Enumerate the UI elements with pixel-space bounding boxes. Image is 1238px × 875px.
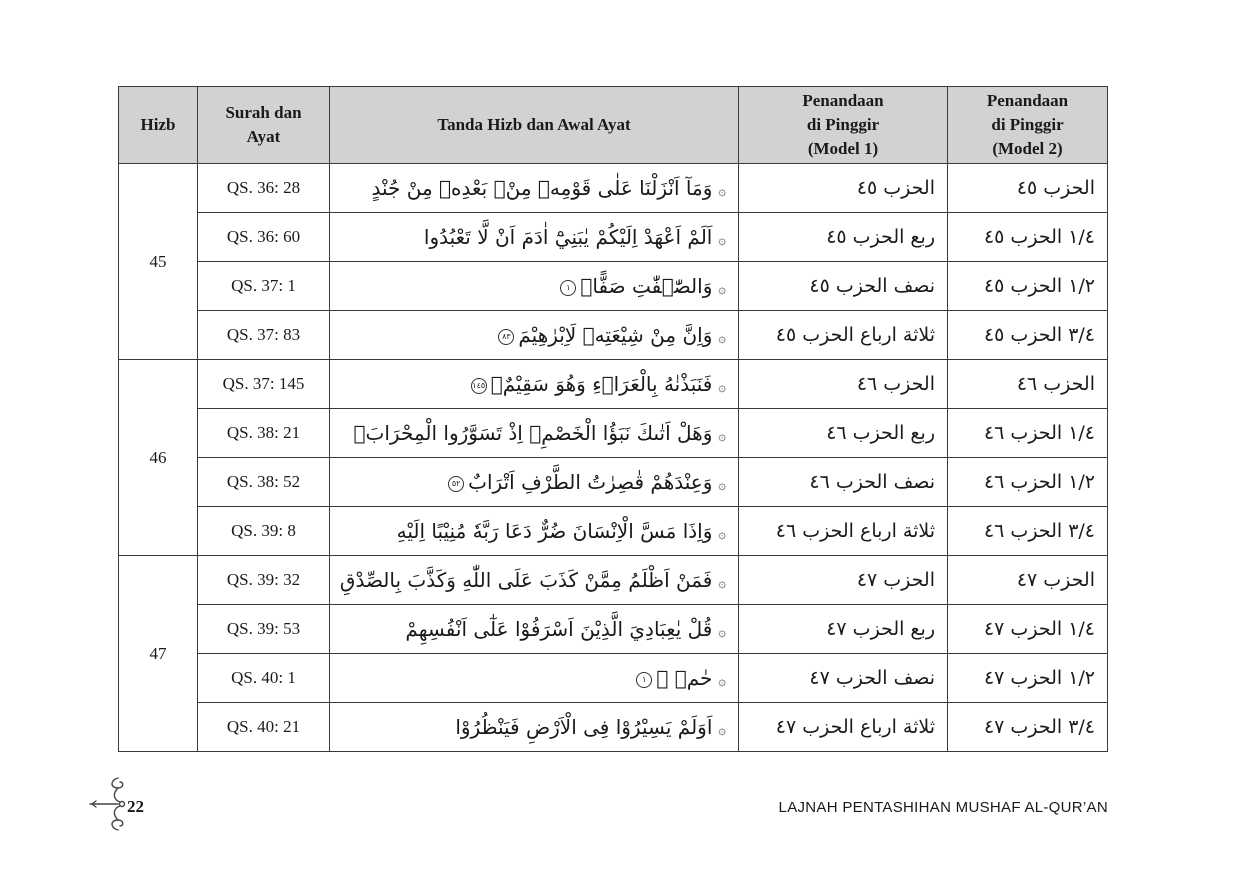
ayat-cell <box>330 409 739 458</box>
model2-marker-cell: ١/٤ الحزب ٤٧ <box>948 605 1108 654</box>
ayat-text: حٰمۤ ۚ <box>656 666 713 690</box>
header-surah-line1: Surah dan <box>225 103 302 122</box>
header-model1 <box>739 87 948 164</box>
rub-el-hizb-icon: ۞ <box>718 527 726 542</box>
header-model2 <box>948 87 1108 164</box>
surah-ayat-cell: QS. 37: 1 <box>198 262 330 311</box>
surah-ayat-cell: QS. 40: 1 <box>198 654 330 703</box>
ayat-text: فَنَبَذْنٰهُ بِالْعَرَاۤءِ وَهُوَ سَقِيْمٌۚ <box>490 372 713 396</box>
ornament-icon <box>88 774 130 834</box>
footer-title: LAJNAH PENTASHIHAN MUSHAF AL-QUR’AN <box>778 799 1108 816</box>
ayat-text: اَلَمْ اَعْهَدْ اِلَيْكُمْ يٰبَنِيْٓ اٰدَمَ اَنْ لَّا تَعْبُدُوا <box>423 225 713 249</box>
ayat-cell <box>330 360 739 409</box>
ayat-cell <box>330 458 739 507</box>
table-body <box>119 164 1108 752</box>
model1-marker-cell: ثلاثة ارباع الحزب ٤٥ <box>739 311 948 360</box>
ayat-text: قُلْ يٰعِبَادِيَ الَّذِيْنَ اَسْرَفُوْا عَلٰٓى اَنْفُسِهِمْ <box>405 617 713 641</box>
surah-ayat-cell: QS. 39: 32 <box>198 556 330 605</box>
surah-ayat-cell: QS. 36: 28 <box>198 164 330 213</box>
header-m2-line1: Penandaan <box>986 91 1069 110</box>
model1-marker-cell: ربع الحزب ٤٧ <box>739 605 948 654</box>
ayah-end-marker: ١٤٥ <box>471 378 487 394</box>
table-row <box>119 703 1108 752</box>
rub-el-hizb-icon: ۞ <box>718 625 726 640</box>
ayat-text: فَمَنْ اَظْلَمُ مِمَّنْ كَذَبَ عَلَى اللّٰهِ وَكَذَّبَ بِالصِّدْقِ <box>339 568 713 592</box>
rub-el-hizb-icon: ۞ <box>718 184 726 199</box>
ayat-cell <box>330 262 739 311</box>
header-m2-line3: (Model 2) <box>992 139 1063 158</box>
ayat-text: وَاِذَا مَسَّ الْاِنْسَانَ ضُرٌّ دَعَا رَبَّهٗ مُنِيْبًا اِلَيْهِ <box>396 519 713 543</box>
surah-ayat-cell: QS. 37: 83 <box>198 311 330 360</box>
model1-marker-cell: ثلاثة ارباع الحزب ٤٧ <box>739 703 948 752</box>
hizb-table <box>118 86 1108 752</box>
model1-marker-cell: نصف الحزب ٤٦ <box>739 458 948 507</box>
model1-marker-cell: الحزب ٤٦ <box>739 360 948 409</box>
table-row <box>119 164 1108 213</box>
table-row <box>119 311 1108 360</box>
hizb-number: 45 <box>119 164 198 360</box>
ayat-text: وَاِنَّ مِنْ شِيْعَتِهٖ لَاِبْرٰهِيْمَ <box>518 323 713 347</box>
rub-el-hizb-icon: ۞ <box>718 380 726 395</box>
ayat-text: اَوَلَمْ يَسِيْرُوْا فِى الْاَرْضِ فَيَنْظُرُوْا <box>455 715 713 739</box>
model1-marker-cell: ثلاثة ارباع الحزب ٤٦ <box>739 507 948 556</box>
table-row <box>119 556 1108 605</box>
surah-ayat-cell: QS. 39: 53 <box>198 605 330 654</box>
rub-el-hizb-icon: ۞ <box>718 429 726 444</box>
model2-marker-cell: ٣/٤ الحزب ٤٦ <box>948 507 1108 556</box>
table-row <box>119 213 1108 262</box>
table-row <box>119 458 1108 507</box>
model2-marker-cell: ١/٢ الحزب ٤٦ <box>948 458 1108 507</box>
model2-marker-cell: الحزب ٤٧ <box>948 556 1108 605</box>
rub-el-hizb-icon: ۞ <box>718 723 726 738</box>
header-m1-line3: (Model 1) <box>807 139 879 158</box>
model1-marker-cell: ربع الحزب ٤٦ <box>739 409 948 458</box>
table-row <box>119 409 1108 458</box>
surah-ayat-cell: QS. 36: 60 <box>198 213 330 262</box>
model2-marker-cell: ١/٢ الحزب ٤٥ <box>948 262 1108 311</box>
model1-marker-cell: نصف الحزب ٤٥ <box>739 262 948 311</box>
model2-marker-cell: الحزب ٤٥ <box>948 164 1108 213</box>
header-hizb: Hizb <box>119 87 198 164</box>
model1-marker-cell: ربع الحزب ٤٥ <box>739 213 948 262</box>
header-m2-line2: di Pinggir <box>991 115 1064 134</box>
surah-ayat-cell: QS. 37: 145 <box>198 360 330 409</box>
header-surah-line2: Ayat <box>246 127 281 146</box>
page-number: 22 <box>127 797 144 816</box>
ayah-end-marker: ١ <box>636 672 652 688</box>
table-row <box>119 262 1108 311</box>
ayat-cell <box>330 507 739 556</box>
hizb-number: 47 <box>119 556 198 752</box>
ayat-text: وَمَآ اَنْزَلْنَا عَلٰى قَوْمِهٖ مِنْۢ بَعْدِهٖ مِنْ جُنْدٍ <box>371 176 713 200</box>
surah-ayat-cell: QS. 38: 21 <box>198 409 330 458</box>
rub-el-hizb-icon: ۞ <box>718 233 726 248</box>
ayat-cell <box>330 703 739 752</box>
model2-marker-cell: ١/٤ الحزب ٤٥ <box>948 213 1108 262</box>
model2-marker-cell: ٣/٤ الحزب ٤٧ <box>948 703 1108 752</box>
surah-ayat-cell: QS. 38: 52 <box>198 458 330 507</box>
ayat-cell <box>330 164 739 213</box>
hizb-number: 46 <box>119 360 198 556</box>
header-surah <box>198 87 330 164</box>
ayah-end-marker: ١ <box>560 280 576 296</box>
ayat-text: وَعِنْدَهُمْ قٰصِرٰتُ الطَّرْفِ اَتْرَابٌ <box>468 470 713 494</box>
table-row <box>119 605 1108 654</box>
surah-ayat-cell: QS. 39: 8 <box>198 507 330 556</box>
header-m1-line2: di Pinggir <box>806 115 880 134</box>
ayat-text: وَهَلْ اَتٰىكَ نَبَؤُا الْخَصْمِۘ اِذْ تَسَوَّرُوا الْمِحْرَابَۙ <box>353 421 713 445</box>
ayah-end-marker: ٨٣ <box>498 329 514 345</box>
table-row <box>119 360 1108 409</box>
rub-el-hizb-icon: ۞ <box>718 576 726 591</box>
surah-ayat-cell: QS. 40: 21 <box>198 703 330 752</box>
ayat-cell <box>330 556 739 605</box>
ayat-cell <box>330 605 739 654</box>
table-row <box>119 654 1108 703</box>
model2-marker-cell: الحزب ٤٦ <box>948 360 1108 409</box>
model1-marker-cell: الحزب ٤٧ <box>739 556 948 605</box>
rub-el-hizb-icon: ۞ <box>718 478 726 493</box>
model1-marker-cell: نصف الحزب ٤٧ <box>739 654 948 703</box>
table-row <box>119 507 1108 556</box>
rub-el-hizb-icon: ۞ <box>718 674 726 689</box>
ayat-cell <box>330 213 739 262</box>
rub-el-hizb-icon: ۞ <box>718 331 726 346</box>
ayat-cell <box>330 311 739 360</box>
header-row <box>119 87 1108 164</box>
model2-marker-cell: ١/٢ الحزب ٤٧ <box>948 654 1108 703</box>
model1-marker-cell: الحزب ٤٥ <box>739 164 948 213</box>
ayat-text: وَالصّٰۤفّٰتِ صَفًّاۙ <box>580 274 713 298</box>
rub-el-hizb-icon: ۞ <box>718 282 726 297</box>
ayah-end-marker: ٥٢ <box>448 476 464 492</box>
header-tanda: Tanda Hizb dan Awal Ayat <box>330 87 739 164</box>
model2-marker-cell: ٣/٤ الحزب ٤٥ <box>948 311 1108 360</box>
header-m1-line1: Penandaan <box>802 91 884 110</box>
ayat-cell <box>330 654 739 703</box>
model2-marker-cell: ١/٤ الحزب ٤٦ <box>948 409 1108 458</box>
